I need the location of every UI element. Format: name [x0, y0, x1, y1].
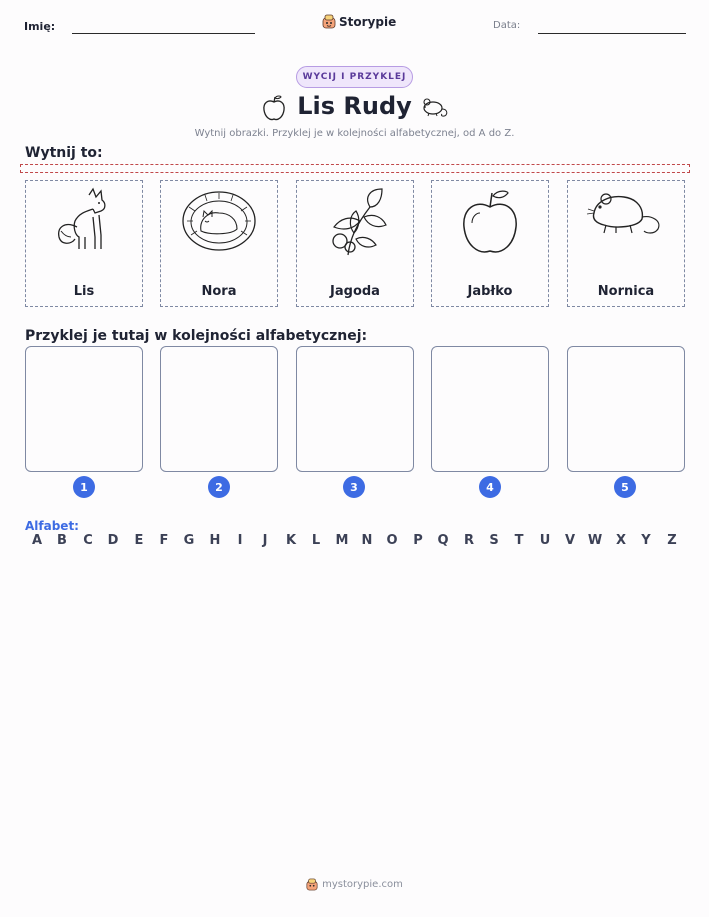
card-label: Lis [73, 284, 95, 299]
alphabet-letter: S [489, 533, 499, 548]
alphabet-letter: T [514, 533, 524, 548]
alphabet-title: Alfabet: [25, 519, 79, 533]
alphabet-letter: H [209, 533, 221, 548]
storypie-mascot-icon [322, 14, 336, 29]
fox-icon [49, 187, 119, 255]
alphabet-letter: U [539, 533, 551, 548]
alphabet-letter: Q [437, 533, 449, 548]
slot-number-badge: 1 [73, 476, 95, 498]
den-icon [179, 187, 259, 255]
alphabet-letter: M [335, 533, 349, 548]
paste-slot-1[interactable] [25, 346, 143, 472]
cut-card-jablko[interactable] [431, 180, 549, 307]
alphabet-letter: G [183, 533, 195, 548]
storypie-mascot-icon [306, 878, 318, 891]
slot-number-badge: 4 [479, 476, 501, 498]
paste-slot-5[interactable] [567, 346, 685, 472]
alphabet-letter: D [107, 533, 119, 548]
page-title: Lis Rudy [297, 92, 412, 120]
alphabet-letter: P [413, 533, 423, 548]
cut-card-nora[interactable] [160, 180, 278, 307]
cut-section-title: Wytnij to: [25, 145, 103, 161]
alphabet-letter: J [262, 533, 268, 548]
alphabet-letter: R [463, 533, 474, 548]
date-label: Data: [493, 20, 521, 31]
paste-section-title: Przyklej je tutaj w kolejności alfabetycznej: [25, 328, 368, 344]
alphabet-letter: A [31, 533, 43, 548]
paste-slot-3[interactable] [296, 346, 414, 472]
alphabet-letter: W [587, 533, 603, 548]
card-label: Nornica [597, 284, 655, 299]
alphabet-letter: Z [667, 533, 677, 548]
cut-card-lis[interactable] [25, 180, 143, 307]
berry-branch-icon [320, 187, 390, 257]
alphabet-letter: B [57, 533, 67, 548]
paste-slot-4[interactable] [431, 346, 549, 472]
alphabet-letter: V [564, 533, 576, 548]
alphabet-letter: Y [641, 533, 651, 548]
cut-card-nornica[interactable] [567, 180, 685, 307]
card-label: Jagoda [330, 284, 380, 299]
worksheet-header [24, 14, 686, 40]
card-label: Nora [201, 284, 237, 299]
cut-card-jagoda[interactable] [296, 180, 414, 307]
card-label: Jabłko [467, 284, 513, 299]
alphabet-letter: F [159, 533, 169, 548]
page-footer [0, 878, 709, 891]
alphabet-letter: X [615, 533, 627, 548]
name-label: Imię: [24, 20, 56, 33]
vole-icon [586, 187, 666, 247]
slot-number-badge: 5 [614, 476, 636, 498]
name-field-line[interactable] [72, 33, 255, 34]
mouse-icon [420, 96, 450, 118]
cut-line [20, 164, 690, 173]
storypie-logo [322, 14, 396, 29]
alphabet-letter: I [237, 533, 243, 548]
alphabet-strip [25, 533, 685, 551]
alphabet-letter: N [361, 533, 373, 548]
alphabet-letter: K [285, 533, 297, 548]
title-row [0, 92, 709, 124]
activity-badge: WYCIJ I PRZYKLEJ [296, 66, 413, 88]
date-field-line[interactable] [538, 33, 686, 34]
slot-number-badge: 2 [208, 476, 230, 498]
slot-number-badge: 3 [343, 476, 365, 498]
instructions-text: Wytnij obrazki. Przyklej je w kolejności alfabetycznej, od A do Z. [194, 128, 515, 139]
alphabet-letter: O [386, 533, 398, 548]
footer-link[interactable]: mystorypie.com [322, 879, 403, 890]
logo-text: Storypie [339, 14, 397, 29]
alphabet-letter: C [83, 533, 93, 548]
apple-icon [458, 187, 522, 257]
alphabet-letter: L [311, 533, 321, 548]
alphabet-letter: E [134, 533, 144, 548]
paste-slot-2[interactable] [160, 346, 278, 472]
